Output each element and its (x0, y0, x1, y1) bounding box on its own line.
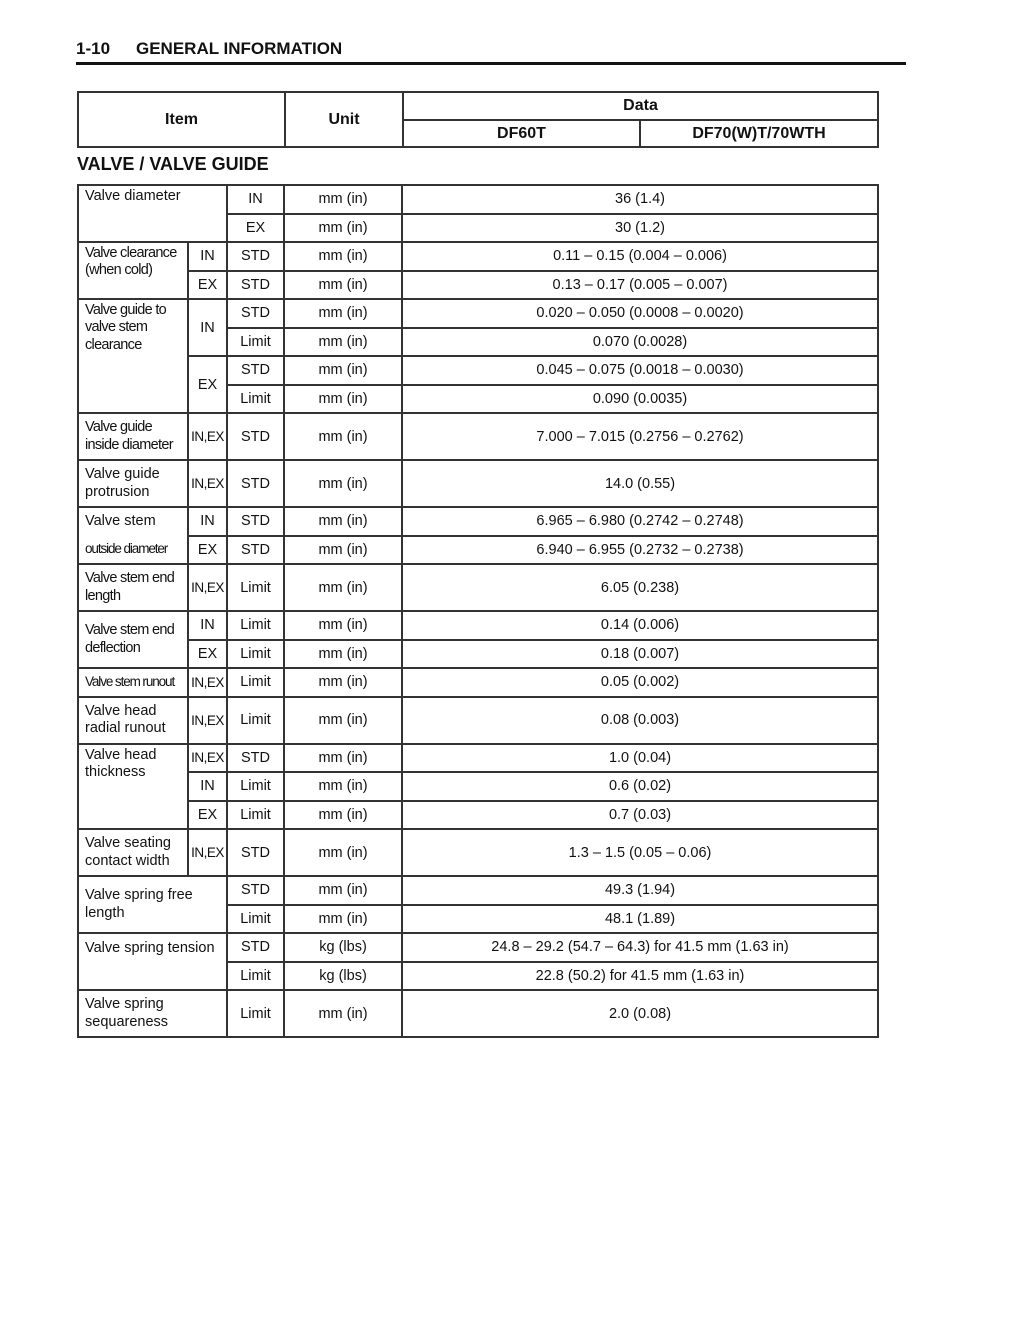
unit-cell: mm (in) (284, 640, 402, 669)
data-cell: 6.940 – 6.955 (0.2732 – 0.2738) (402, 536, 878, 565)
data-cell: 0.090 (0.0035) (402, 385, 878, 414)
table-row (78, 564, 878, 611)
sub-label: IN,EX (188, 460, 227, 507)
sub-label: IN (227, 185, 284, 214)
condition-cell: Limit (227, 328, 284, 357)
condition-cell: Limit (227, 611, 284, 640)
table-row (78, 744, 878, 773)
unit-cell: mm (in) (284, 905, 402, 934)
data-cell: 0.070 (0.0028) (402, 328, 878, 357)
condition-cell: Limit (227, 905, 284, 934)
unit-cell: kg (lbs) (284, 933, 402, 962)
unit-cell: mm (in) (284, 744, 402, 773)
item-label: Valve spring tension (78, 933, 227, 990)
data-cell: 0.18 (0.007) (402, 640, 878, 669)
unit-cell: mm (in) (284, 356, 402, 385)
unit-cell: mm (in) (284, 876, 402, 905)
table-row (78, 536, 878, 565)
sub-label: IN,EX (188, 744, 227, 773)
sub-label: EX (188, 356, 227, 413)
sub-label: EX (188, 640, 227, 669)
data-cell: 22.8 (50.2) for 41.5 mm (1.63 in) (402, 962, 878, 991)
unit-cell: mm (in) (284, 299, 402, 328)
table-row (78, 668, 878, 697)
item-label: Valve stem end deflection (78, 611, 188, 668)
data-cell: 0.045 – 0.075 (0.0018 – 0.0030) (402, 356, 878, 385)
table-row (78, 242, 878, 271)
unit-cell: mm (in) (284, 413, 402, 460)
item-label: Valve head thickness (78, 744, 188, 830)
data-cell: 0.11 – 0.15 (0.004 – 0.006) (402, 242, 878, 271)
data-cell: 24.8 – 29.2 (54.7 – 64.3) for 41.5 mm (1.63 in) (402, 933, 878, 962)
model-df70-header: DF70(W)T/70WTH (640, 120, 878, 147)
section-title: VALVE / VALVE GUIDE (77, 154, 269, 174)
unit-cell: mm (in) (284, 801, 402, 830)
page-title: GENERAL INFORMATION (136, 39, 343, 58)
sub-label: EX (188, 801, 227, 830)
condition-cell: Limit (227, 697, 284, 744)
data-cell: 0.14 (0.006) (402, 611, 878, 640)
data-cell: 0.13 – 0.17 (0.005 – 0.007) (402, 271, 878, 300)
unit-cell: kg (lbs) (284, 962, 402, 991)
table-row (78, 933, 878, 962)
table-row (78, 829, 878, 876)
table-row (78, 876, 878, 905)
model-df60t-header: DF60T (403, 120, 640, 147)
table-row (78, 299, 878, 328)
item-label: Valve stem runout (78, 668, 188, 697)
unit-column-header: Unit (285, 92, 403, 147)
data-cell: 1.3 – 1.5 (0.05 – 0.06) (402, 829, 878, 876)
condition-cell: Limit (227, 990, 284, 1037)
sub-label: IN,EX (188, 697, 227, 744)
unit-cell: mm (in) (284, 214, 402, 243)
sub-label: IN,EX (188, 564, 227, 611)
data-cell: 48.1 (1.89) (402, 905, 878, 934)
data-cell: 0.020 – 0.050 (0.0008 – 0.0020) (402, 299, 878, 328)
condition-cell: STD (227, 933, 284, 962)
data-cell: 6.05 (0.238) (402, 564, 878, 611)
table-row (78, 413, 878, 460)
table-row (78, 611, 878, 640)
condition-cell: STD (227, 460, 284, 507)
sub-label: IN (188, 507, 227, 536)
data-cell: 0.6 (0.02) (402, 772, 878, 801)
table-row (78, 507, 878, 536)
condition-cell: Limit (227, 640, 284, 669)
condition-cell: STD (227, 299, 284, 328)
data-cell: 2.0 (0.08) (402, 990, 878, 1037)
data-cell: 0.05 (0.002) (402, 668, 878, 697)
unit-cell: mm (in) (284, 697, 402, 744)
condition-cell: STD (227, 829, 284, 876)
unit-cell: mm (in) (284, 185, 402, 214)
condition-cell: Limit (227, 385, 284, 414)
item-label: Valve head radial runout (78, 697, 188, 744)
item-column-header: Item (78, 92, 285, 147)
unit-cell: mm (in) (284, 990, 402, 1037)
sub-label: IN,EX (188, 829, 227, 876)
condition-cell: STD (227, 413, 284, 460)
table-row (78, 356, 878, 385)
sub-label: IN (188, 772, 227, 801)
data-cell: 7.000 – 7.015 (0.2756 – 0.2762) (402, 413, 878, 460)
sub-label: EX (188, 536, 227, 565)
data-column-header: Data (403, 92, 878, 120)
table-row (78, 640, 878, 669)
data-cell: 30 (1.2) (402, 214, 878, 243)
condition-cell: STD (227, 242, 284, 271)
data-cell: 0.08 (0.003) (402, 697, 878, 744)
unit-cell: mm (in) (284, 668, 402, 697)
item-label: Valve spring sequareness (78, 990, 227, 1037)
unit-cell: mm (in) (284, 611, 402, 640)
unit-cell: mm (in) (284, 564, 402, 611)
condition-cell: Limit (227, 801, 284, 830)
unit-cell: mm (in) (284, 328, 402, 357)
unit-cell: mm (in) (284, 829, 402, 876)
sub-label: IN (188, 299, 227, 356)
data-cell: 6.965 – 6.980 (0.2742 – 0.2748) (402, 507, 878, 536)
sub-label: EX (188, 271, 227, 300)
item-label: Valve guide protrusion (78, 460, 188, 507)
unit-cell: mm (in) (284, 242, 402, 271)
data-cell: 1.0 (0.04) (402, 744, 878, 773)
item-label: Valve clearance (when cold) (78, 242, 188, 299)
unit-cell: mm (in) (284, 536, 402, 565)
sub-label: IN,EX (188, 413, 227, 460)
item-label: Valve spring free length (78, 876, 227, 933)
sub-label: IN (188, 242, 227, 271)
table-row (78, 460, 878, 507)
item-label: Valve stem (78, 507, 188, 536)
item-label: Valve seating contact width (78, 829, 188, 876)
column-header-table (77, 91, 879, 148)
table-row (78, 697, 878, 744)
sub-label: EX (227, 214, 284, 243)
condition-cell: STD (227, 744, 284, 773)
item-label: Valve diameter (78, 185, 227, 242)
data-cell: 49.3 (1.94) (402, 876, 878, 905)
table-row (78, 990, 878, 1037)
unit-cell: mm (in) (284, 507, 402, 536)
unit-cell: mm (in) (284, 460, 402, 507)
condition-cell: STD (227, 876, 284, 905)
sub-label: IN,EX (188, 668, 227, 697)
unit-cell: mm (in) (284, 772, 402, 801)
page-number: 1-10 (76, 39, 111, 58)
condition-cell: Limit (227, 668, 284, 697)
condition-cell: STD (227, 356, 284, 385)
table-row (78, 185, 878, 214)
data-cell: 36 (1.4) (402, 185, 878, 214)
valve-spec-table (77, 184, 879, 1038)
condition-cell: Limit (227, 962, 284, 991)
condition-cell: STD (227, 271, 284, 300)
condition-cell: STD (227, 507, 284, 536)
unit-cell: mm (in) (284, 385, 402, 414)
table-row (78, 271, 878, 300)
table-row (78, 801, 878, 830)
table-row (78, 772, 878, 801)
data-cell: 0.7 (0.03) (402, 801, 878, 830)
condition-cell: STD (227, 536, 284, 565)
condition-cell: Limit (227, 564, 284, 611)
page-header (76, 36, 906, 65)
unit-cell: mm (in) (284, 271, 402, 300)
item-label: outside diameter (78, 536, 188, 565)
data-cell: 14.0 (0.55) (402, 460, 878, 507)
sub-label: IN (188, 611, 227, 640)
item-label: Valve guide inside diameter (78, 413, 188, 460)
item-label: Valve guide to valve stem clearance (78, 299, 188, 413)
item-label: Valve stem end length (78, 564, 188, 611)
condition-cell: Limit (227, 772, 284, 801)
